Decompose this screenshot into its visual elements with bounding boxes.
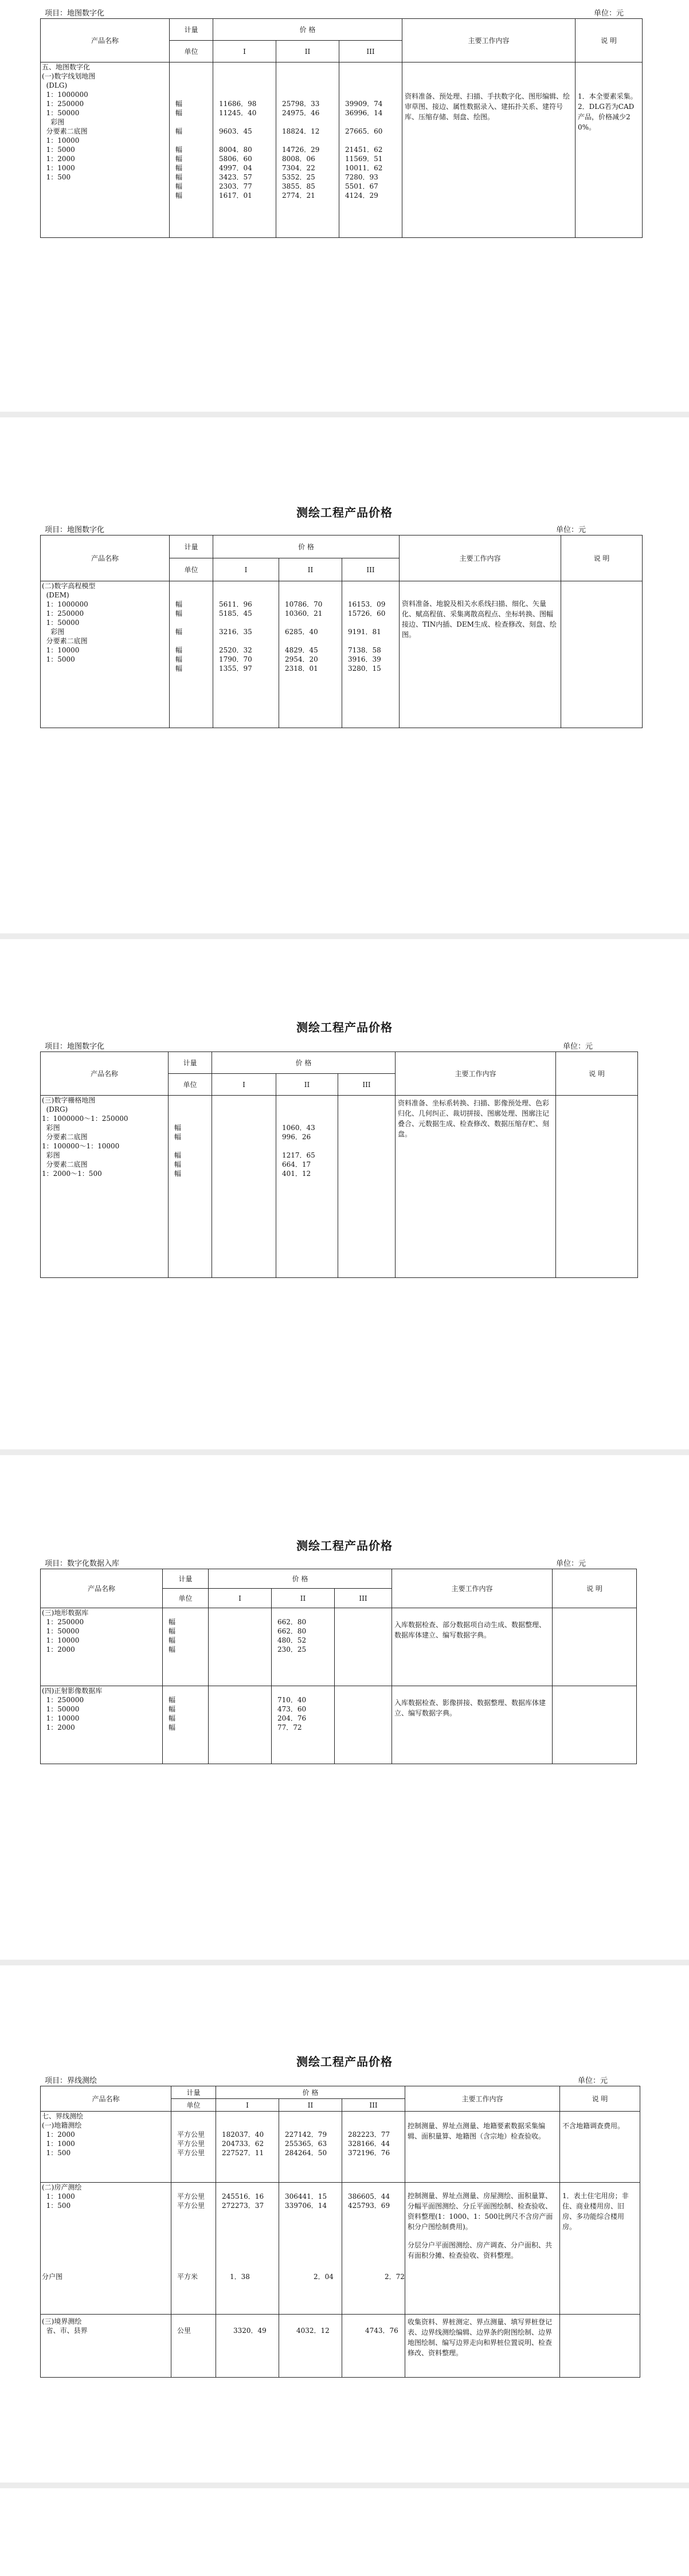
header-col-1: I bbox=[216, 2099, 279, 2112]
header-work: 主要工作内容 bbox=[402, 19, 576, 62]
unit-column: 幅 幅 幅 幅 bbox=[163, 1686, 209, 1764]
unit-label: 单位：元 bbox=[556, 1559, 586, 1568]
price-col-3: 4743．76 bbox=[342, 2315, 405, 2378]
note-content bbox=[560, 2315, 640, 2378]
price-col-2: 227142．79 255365．63 284264．50 bbox=[279, 2112, 342, 2183]
unit-column: 平方公里 平方公里 平方米 bbox=[171, 2183, 216, 2315]
price-col-3 bbox=[335, 1686, 392, 1764]
page-title: 测绘工程产品价格 bbox=[296, 1021, 393, 1034]
price-table bbox=[40, 2086, 640, 2378]
price-col-1: 3320．49 bbox=[216, 2315, 279, 2378]
header-col-3: III bbox=[339, 41, 402, 62]
name-column: (三)境界测绘 省、市、县界 bbox=[41, 2315, 171, 2378]
price-col-3: 282223．77 328166．44 372196．76 bbox=[342, 2112, 405, 2183]
header-col-2: II bbox=[279, 2099, 342, 2112]
page-title: 测绘工程产品价格 bbox=[296, 506, 393, 519]
unit-column: 幅 幅 幅 幅 幅 幅 幅 幅 幅 bbox=[170, 62, 213, 238]
unit-column: 幅 幅 幅 幅 幅 bbox=[169, 1096, 212, 1278]
name-column: (二)房产测绘 1：1000 1：500 分户图 bbox=[41, 2183, 171, 2315]
header-unit-top: 计量 bbox=[170, 19, 213, 41]
header-col-3: III bbox=[338, 1074, 396, 1096]
price-col-1 bbox=[209, 1608, 272, 1686]
price-col-1: 245516．16 272273．37 1．38 bbox=[216, 2183, 279, 2315]
header-price: 价 格 bbox=[209, 1569, 392, 1589]
name-column: 五、地图数字化 (一)数字线划地图 (DLG) 1：1000000 1：250000 1：50000 彩图 分要素二底图 1：10000 1：5000 1：2000 1：1000 1：500 bbox=[41, 62, 170, 238]
header-work: 主要工作内容 bbox=[392, 1569, 553, 1608]
header-work: 主要工作内容 bbox=[405, 2086, 560, 2112]
project-label: 项目：数字化数据入库 bbox=[45, 1559, 120, 1568]
price-col-2: 1060．43 996．26 1217．65 664．17 401．12 bbox=[276, 1096, 338, 1278]
project-label: 项目：界线测绘 bbox=[45, 2077, 97, 2085]
unit-label: 单位：元 bbox=[563, 1042, 593, 1051]
price-col-1: 11686．98 11245．40 9603．45 8004．80 5806．60 4997．04 3423．57 2303．77 1617．01 bbox=[213, 62, 276, 238]
header-unit-bottom: 单位 bbox=[169, 1074, 212, 1096]
price-col-2: 710．40 473．60 204．76 77．72 bbox=[272, 1686, 335, 1764]
header-unit-top: 计量 bbox=[169, 1052, 212, 1074]
work-content: 资料准备、坐标系转换、扫描、影像预处理、色彩归化、几何纠正、裁切拼接、图廓处理、图廓注记叠合、元数据生成、检查修改、数据压缩存贮、刻盘。 bbox=[396, 1096, 556, 1278]
note-content bbox=[553, 1686, 637, 1764]
price-col-3: 39909．74 36996．14 27665．60 21451．62 11569．51 10011．62 7280．93 5501．67 4124．29 bbox=[339, 62, 402, 238]
header-unit-top: 计量 bbox=[171, 2086, 216, 2099]
unit-column: 平方公里 平方公里 平方公里 bbox=[171, 2112, 216, 2183]
header-note: 说 明 bbox=[556, 1052, 638, 1096]
header-unit-bottom: 单位 bbox=[171, 2099, 216, 2112]
price-col-1 bbox=[209, 1686, 272, 1764]
header-unit-top: 计量 bbox=[163, 1569, 209, 1589]
header-work: 主要工作内容 bbox=[400, 535, 561, 581]
price-col-2: 662．80 662．80 480．52 230．25 bbox=[272, 1608, 335, 1686]
header-price: 价 格 bbox=[212, 1052, 396, 1074]
header-work: 主要工作内容 bbox=[396, 1052, 556, 1096]
header-col-1: I bbox=[212, 1074, 276, 1096]
header-note: 说 明 bbox=[553, 1569, 637, 1608]
price-col-3 bbox=[338, 1096, 396, 1278]
price-col-2: 306441．15 339706．14 2．04 bbox=[279, 2183, 342, 2315]
header-col-3: III bbox=[335, 1589, 392, 1608]
header-note: 说 明 bbox=[576, 19, 643, 62]
price-table bbox=[40, 1051, 638, 1278]
unit-column: 幅 幅 幅 幅 bbox=[163, 1608, 209, 1686]
price-col-1: 182037．40 204733．62 227527．11 bbox=[216, 2112, 279, 2183]
price-table bbox=[40, 1569, 637, 1764]
note-content: 1．表土住宅用房；非住、商业楼用房、旧房、多功能综合楼用房。 bbox=[560, 2183, 640, 2315]
header-col-3: III bbox=[342, 2099, 405, 2112]
work-content: 资料准备、预处理、扫描、手扶数字化、图形编辑、绘审草图、接边、属性数据录入、建拓扑关系、建符号库、压缩存储、刻盘、绘图。 bbox=[402, 62, 576, 238]
header-price: 价 格 bbox=[216, 2086, 405, 2099]
price-col-3 bbox=[335, 1608, 392, 1686]
header-name: 产品名称 bbox=[41, 1052, 169, 1096]
unit-label: 单位：元 bbox=[556, 526, 586, 534]
header-name: 产品名称 bbox=[41, 535, 170, 581]
price-col-2: 10786．70 10360．21 6285．40 4829．45 2954．20 2318．01 bbox=[279, 581, 342, 728]
name-column: (三)地形数据库 1：250000 1：50000 1：10000 1：2000 bbox=[41, 1608, 163, 1686]
header-price: 价 格 bbox=[213, 19, 402, 41]
header-col-3: III bbox=[342, 558, 400, 581]
price-col-1: 5611．96 5185．45 3216．35 2520．32 1790．70 1355．97 bbox=[213, 581, 279, 728]
header-col-1: I bbox=[213, 558, 279, 581]
work-content: 入库数据检查、影像拼接、数据整理、数据库体建立、编写数据字典。 bbox=[392, 1686, 553, 1764]
work-content: 入库数据检查、部分数据项自动生成、数据整理、数据库体建立、编写数据字典。 bbox=[392, 1608, 553, 1686]
unit-label: 单位：元 bbox=[578, 2077, 608, 2085]
header-unit-bottom: 单位 bbox=[170, 41, 213, 62]
page-title: 测绘工程产品价格 bbox=[296, 1539, 393, 1553]
page-separator bbox=[0, 2483, 689, 2488]
price-col-3: 16153．09 15726．60 9191．81 7138．58 3916．39 3280．15 bbox=[342, 581, 400, 728]
header-note: 说 明 bbox=[561, 535, 643, 581]
price-col-3: 386605．44 425793．69 2．72 bbox=[342, 2183, 405, 2315]
project-label: 项目：地图数字化 bbox=[45, 9, 105, 18]
project-label: 项目：地图数字化 bbox=[45, 526, 105, 534]
price-col-2: 4032．12 bbox=[279, 2315, 342, 2378]
work-content: 资料准备、地貌及相关水系线扫描、细化、矢量化、赋高程值、采集离散高程点、坐标转换、图幅接边、TIN内插、DEM生成、检查修改、刻盘、绘图。 bbox=[400, 581, 561, 728]
header-note: 说 明 bbox=[560, 2086, 640, 2112]
header-unit-bottom: 单位 bbox=[163, 1589, 209, 1608]
page-title: 测绘工程产品价格 bbox=[296, 2055, 393, 2069]
header-name: 产品名称 bbox=[41, 1569, 163, 1608]
note-content: 不含地籍调查费用。 bbox=[560, 2112, 640, 2183]
price-col-1 bbox=[212, 1096, 276, 1278]
note-content bbox=[561, 581, 643, 728]
price-table bbox=[40, 535, 643, 728]
header-col-2: II bbox=[276, 41, 339, 62]
header-name: 产品名称 bbox=[41, 2086, 171, 2112]
header-col-2: II bbox=[276, 1074, 338, 1096]
name-column: (四)正射影像数据库 1：250000 1：50000 1：10000 1：2000 bbox=[41, 1686, 163, 1764]
note-content bbox=[556, 1096, 638, 1278]
header-col-2: II bbox=[272, 1589, 335, 1608]
work-content: 控制测量、界址点测量、房屋测绘、面积量算、分幅平面图测绘、分丘平面图绘制、检查验收、资料整理(1：1000、1：500比例尺不含房产面积分户图绘制费用)。 分层分户平面图测绘、房产调查、分户面积、共有面积分摊、检查验收、资料整理。 bbox=[405, 2183, 560, 2315]
header-unit-bottom: 单位 bbox=[170, 558, 213, 581]
name-column: (三)数字栅格地图 (DRG) 1：1000000～1：250000 彩图 分要素二底图 1：100000～1：10000 彩图 分要素二底图 1：2000～1：500 bbox=[41, 1096, 169, 1278]
name-column: (二)数字高程模型 (DEM) 1：1000000 1：250000 1：50000 彩图 分要素二底图 1：10000 1：5000 bbox=[41, 581, 170, 728]
work-content: 收集资料、界桩测定、界点测量、填写界桩登记表、边界线测绘编辑、边界条约附图绘制、边界地图绘制、编写边界走向和界桩位置说明、检查修改、资料整理。 bbox=[405, 2315, 560, 2378]
page-separator bbox=[0, 933, 689, 939]
header-unit-top: 计量 bbox=[170, 535, 213, 558]
page-separator bbox=[0, 1960, 689, 1965]
project-label: 项目：地图数字化 bbox=[45, 1042, 105, 1051]
unit-column: 幅 幅 幅 幅 幅 幅 bbox=[170, 581, 213, 728]
note-content: 1．本全要素采集。2．DLG若为CAD产品，价格减少20%。 bbox=[576, 62, 643, 238]
note-content bbox=[553, 1608, 637, 1686]
header-col-2: II bbox=[279, 558, 342, 581]
name-column: 七、界线测绘 (一)地籍测绘 1：2000 1：1000 1：500 bbox=[41, 2112, 171, 2183]
unit-label: 单位：元 bbox=[594, 9, 624, 18]
page-separator bbox=[0, 1449, 689, 1455]
header-price: 价 格 bbox=[213, 535, 400, 558]
price-col-2: 25798．33 24975．46 18824．12 14726．29 8008．06 7304．22 5352．25 3855．85 2774．21 bbox=[276, 62, 339, 238]
header-col-1: I bbox=[213, 41, 276, 62]
page-separator bbox=[0, 412, 689, 417]
header-name: 产品名称 bbox=[41, 19, 170, 62]
header-col-1: I bbox=[209, 1589, 272, 1608]
price-table bbox=[40, 18, 643, 238]
work-content: 控制测量、界址点测量、地籍要素数据采集编辑、面积量算、地籍图（含宗地）检查验收。 bbox=[405, 2112, 560, 2183]
unit-column: 公里 bbox=[171, 2315, 216, 2378]
